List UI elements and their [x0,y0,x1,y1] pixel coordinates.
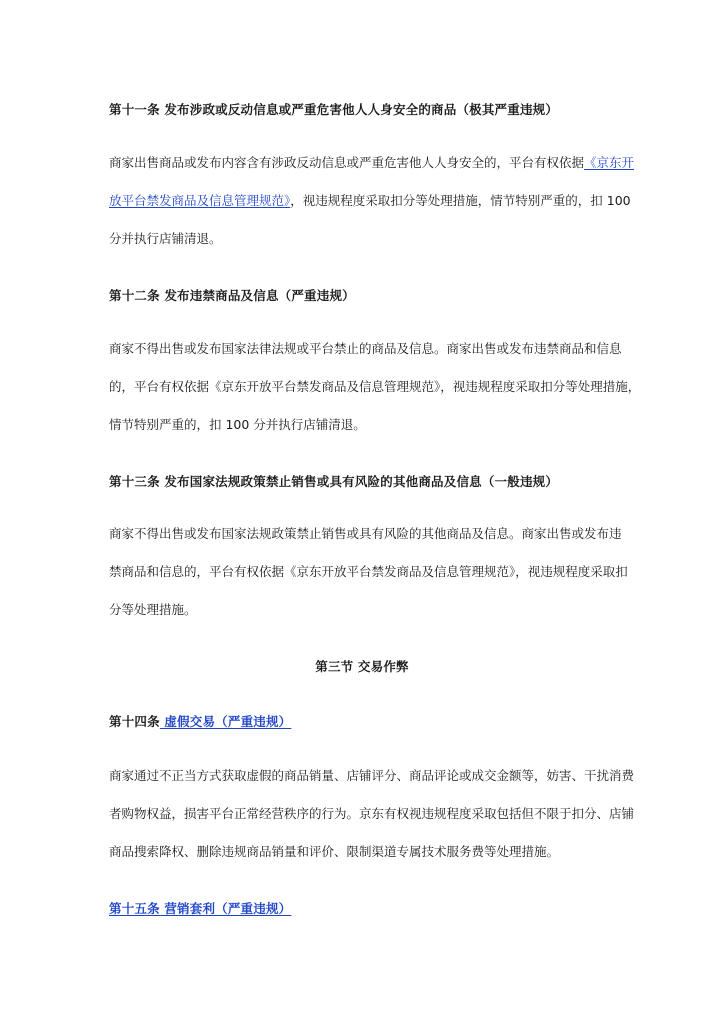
article-14-line-1: 商家通过不正当方式获取虚假的商品销量、店铺评分、商品评论或成交金额等，妨害、干扰消费 [109,768,635,783]
regulation-link-part-1[interactable]: 《京东开 [584,155,635,170]
article-11-line-3: 分并执行店铺清退。 [109,231,222,246]
article-14-title [109,712,291,730]
article-12-title: 第十二条 发布违禁商品及信息（严重违规） [109,288,355,303]
article-14-body [109,757,635,871]
article-11-body [109,144,635,258]
article-13-line-3: 分等处理措施。 [109,602,197,617]
article-14-prefix: 第十四条 [109,714,160,729]
article-14-line-3: 商品搜索降权、删除违规商品销量和评价、限制渠道专属技术服务费等处理措施。 [109,844,560,859]
article-13-title: 第十三条 发布国家法规政策禁止销售或具有风险的其他商品及信息（一般违规） [109,474,559,489]
regulation-link-part-2[interactable]: 放平台禁发商品及信息管理规范》 [109,193,291,208]
article-12-body [109,330,641,444]
fake-transaction-link[interactable]: 虚假交易（严重违规） [159,714,292,729]
article-15-title [109,899,291,917]
marketing-arbitrage-link[interactable]: 第十五条 营销套利（严重违规） [109,901,292,916]
article-12-line-1: 商家不得出售或发布国家法律法规或平台禁止的商品及信息。商家出售或发布违禁商品和信息 [109,341,622,356]
section-3-title: 第三节 交易作弊 [315,659,409,674]
article-13-line-2: 禁商品和信息的，平台有权依据《京东开放平台禁发商品及信息管理规范》，视违规程度采取扣 [109,564,628,579]
article-11-line-1 [109,144,635,182]
article-11-title: 第十一条 发布涉政或反动信息或严重危害他人人身安全的商品（极其严重违规） [109,102,559,117]
article-12-line-3: 情节特别严重的，扣 100 分并执行店铺清退。 [109,417,366,432]
article-12-line-2: 的，平台有权依据《京东开放平台禁发商品及信息管理规范》，视违规程度采取扣分等处理措施， [109,379,641,394]
article-11-text-2: ，视违规程度采取扣分等处理措施，情节特别严重的，扣 100 [290,193,631,208]
article-13-body [109,515,628,629]
article-11-text-1: 商家出售商品或发布内容含有涉政反动信息或严重危害他人人身安全的，平台有权依据 [109,155,585,170]
article-14-line-2: 者购物权益，损害平台正常经营秩序的行为。京东有权视违规程度采取包括但不限于扣分、店铺 [109,806,635,821]
article-13-line-1: 商家不得出售或发布国家法规政策禁止销售或具有风险的其他商品及信息。商家出售或发布违 [109,526,622,541]
article-11-line-2 [109,182,631,220]
